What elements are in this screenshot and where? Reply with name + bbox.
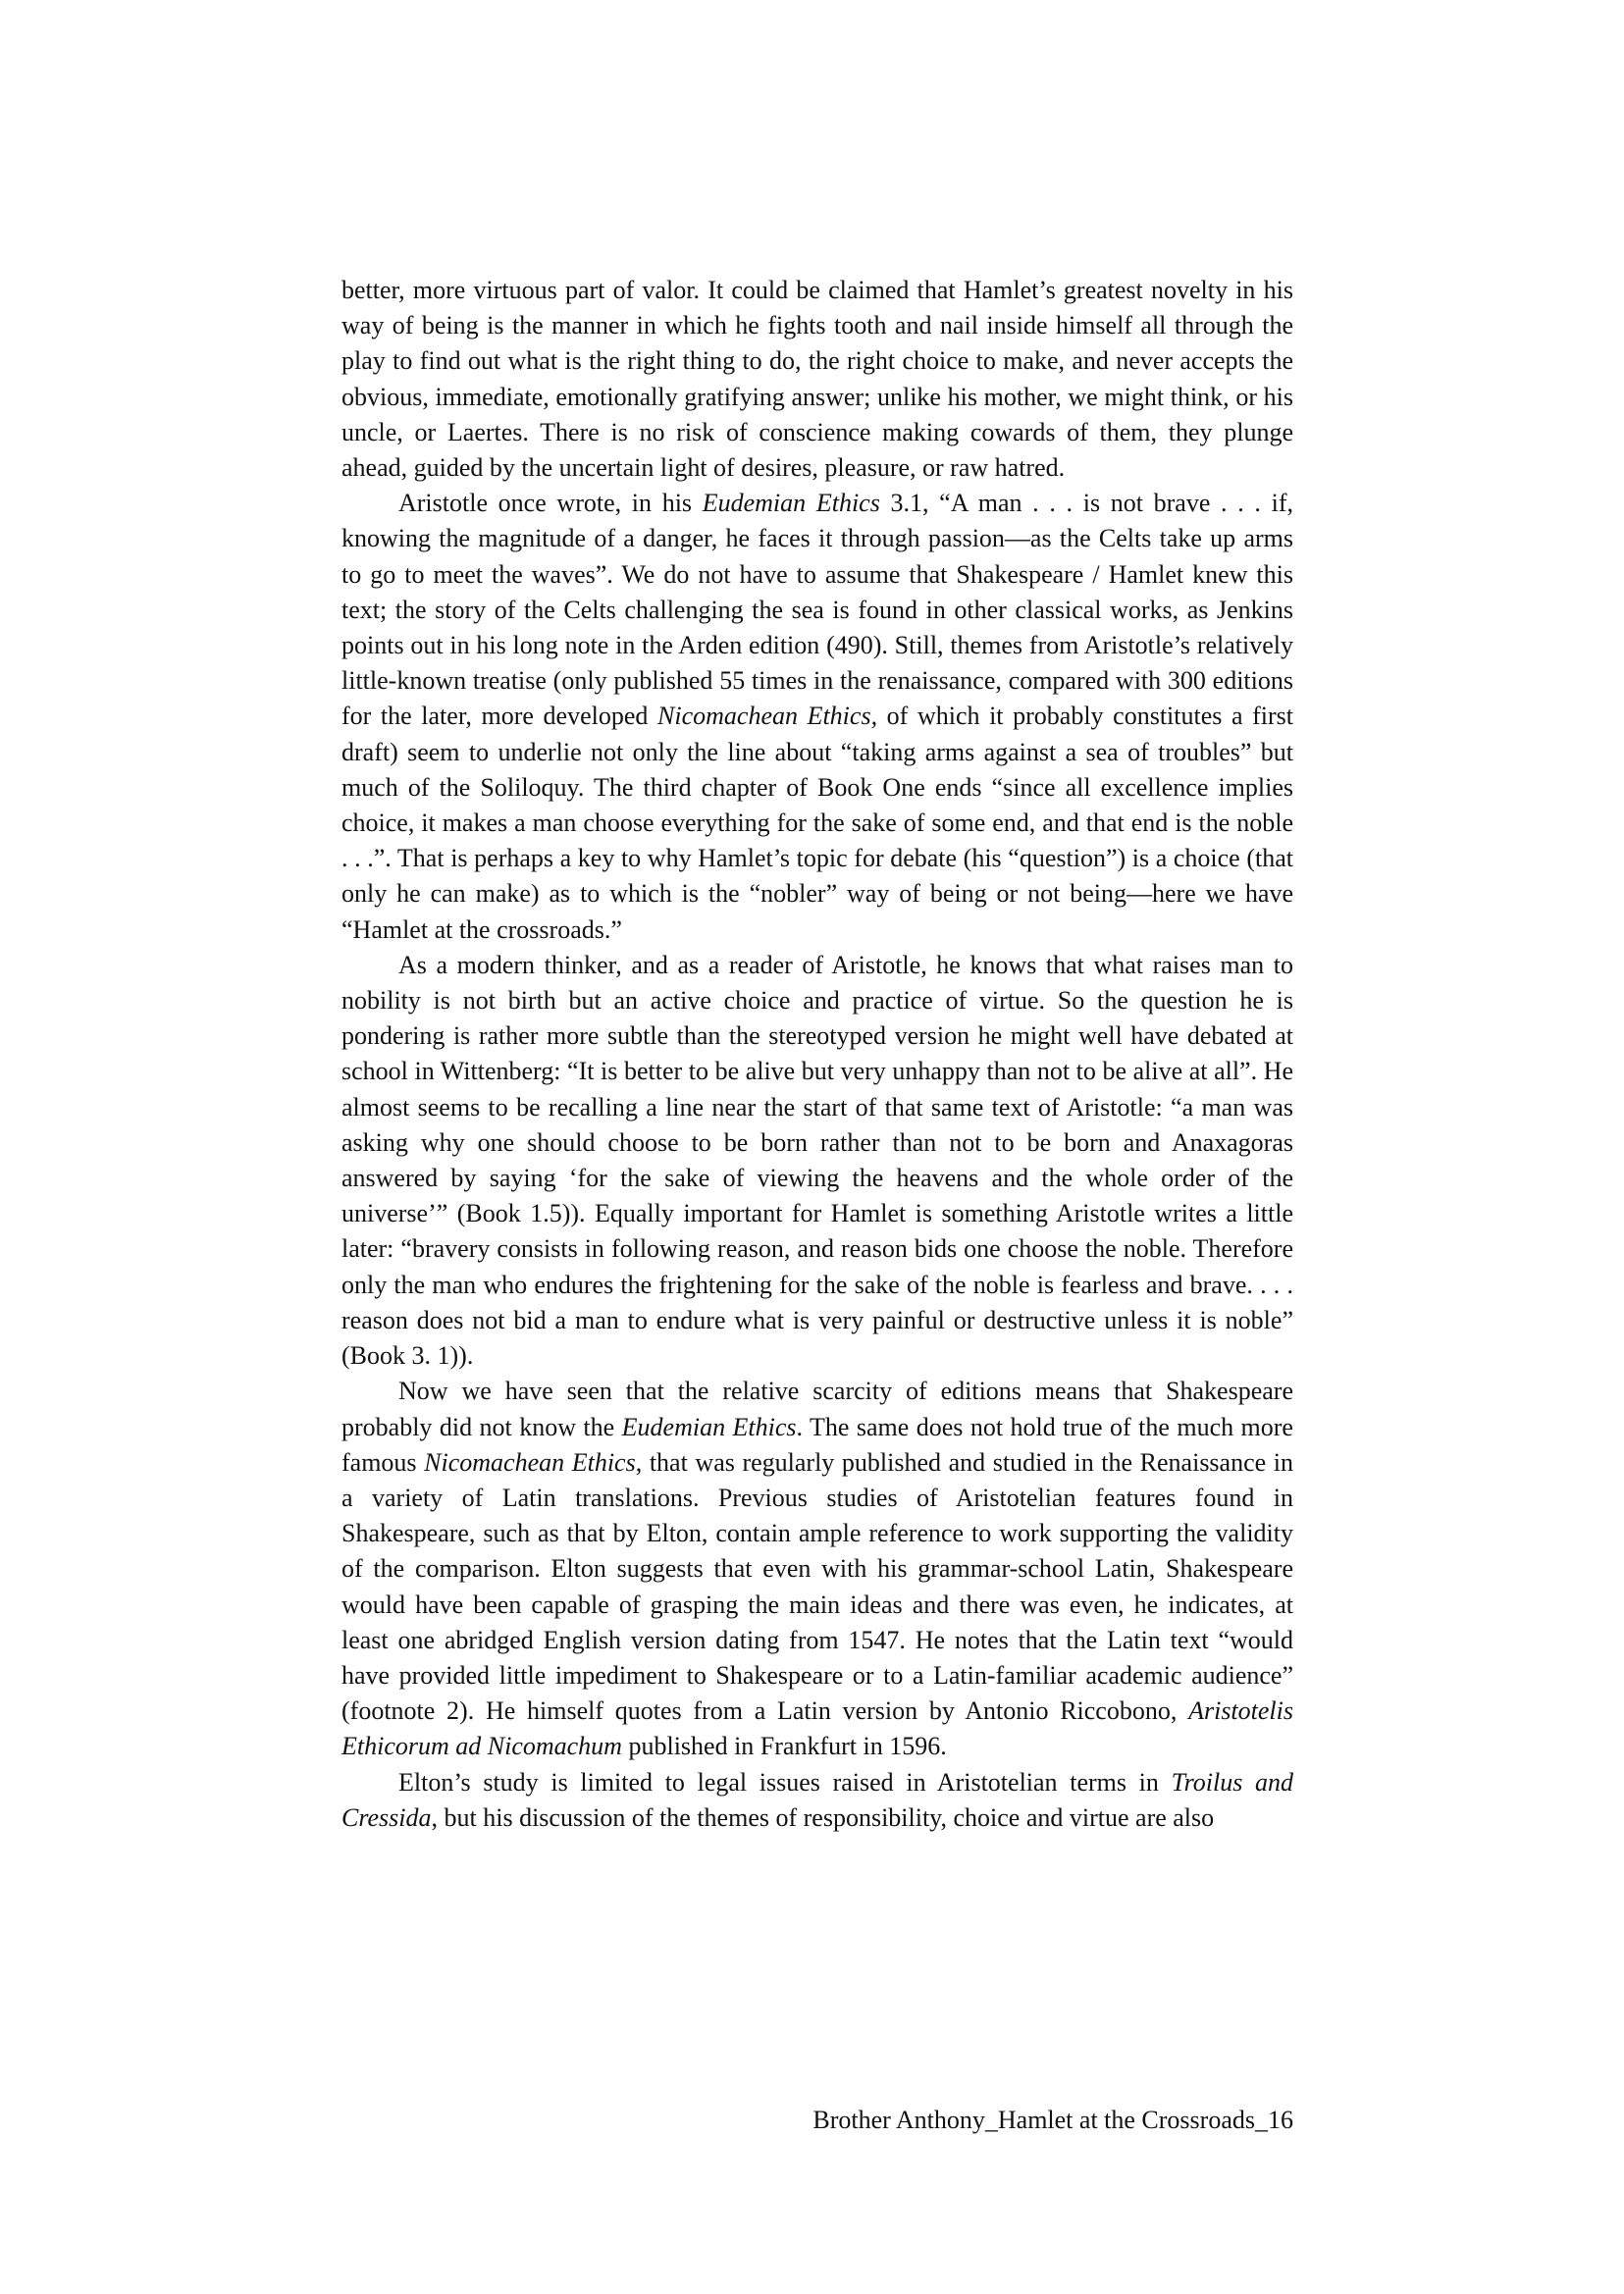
paragraph-4 <box>341 1374 1293 1764</box>
paragraph-2-text: 3.1, “A man . . . is not brave . . . if, knowing the magnitude of a danger, he faces it through passion—as the Celts take up arms to go to meet the waves”. We do not have to assume that Shakespeare / Hamlet knew this text; the story of the Celts challenging the sea is found in other classical works, as Jenkins points out in his long note in the Arden edition (490). Still, themes from Aristotle’s relatively little-known treatise (only published 55 times in the renaissance, compared with 300 editions for the later, more developed <box>341 489 1293 731</box>
paragraph-1 <box>341 273 1293 486</box>
paragraph-5-title-troilus: Troilus and Cressida <box>341 1767 1293 1832</box>
paragraph-3 <box>341 948 1293 1374</box>
paragraph-5-text: , but his discussion of the themes of responsibility, choice and virtue are also <box>431 1802 1215 1832</box>
paragraph-4-title-nicomachean: Nicomachean Ethics <box>424 1447 636 1477</box>
paragraph-4-text: Now we have seen that the relative scarcity of editions means that Shakespeare probably did not know the <box>341 1377 1293 1441</box>
paragraph-4-text: . The same does not hold true of the much more famous <box>341 1412 1293 1477</box>
paragraph-5-text: Elton’s study is limited to legal issues raised in Aristotelian terms in <box>398 1767 1172 1797</box>
page-footer: Brother Anthony_Hamlet at the Crossroads_16 <box>812 2106 1293 2134</box>
paragraph-4-text: published in Frankfurt in 1596. <box>621 1732 947 1761</box>
paragraph-4-text: , that was regularly published and studied in the Renaissance in a variety of Latin translations. Previous studies of Aristotelian features found in Shakespeare, such as that by Elton, contain ample reference to work supporting the validity of the comparison. Elton suggests that even with his grammar-school Latin, Shakespeare would have been capable of grasping the main ideas and there was even, he indicates, at least one abridged English version dating from 1547. He notes that the Latin text “would have provided little impediment to Shakespeare or to a Latin-familiar academic audience” (footnote 2). He himself quotes from a Latin version by Antonio Riccobono, <box>341 1447 1294 1726</box>
paragraph-2 <box>341 486 1293 948</box>
page-body <box>341 273 1293 1836</box>
paragraph-4-title-eudemian: Eudemian Ethics <box>621 1412 797 1441</box>
paragraph-2-text: Aristotle once wrote, in his <box>398 489 703 518</box>
paragraph-1-text: better, more virtuous part of valor. It could be claimed that Hamlet’s greatest novelty in his way of being is the manner in which he fights tooth and nail inside himself all through the play to find out what is the right thing to do, the right choice to make, and never accepts the obvious, immediate, emotionally gratifying answer; unlike his mother, we might think, or his uncle, or Laertes. There is no risk of conscience making cowards of them, they plunge ahead, guided by the uncertain light of desires, pleasure, or raw hatred. <box>341 276 1293 483</box>
paragraph-2-text: of which it probably constitutes a first draft) seem to underlie not only the line about “taking arms against a sea of troubles” but much of the Soliloquy. The third chapter of Book One ends “since all excellence implies choice, it makes a man choose everything for the sake of some end, and that end is the noble . . .”. That is perhaps a key to why Hamlet’s topic for debate (his “question”) is a choice (that only he can make) as to which is the “nobler” way of being or not being—here we have “Hamlet at the crossroads.” <box>341 702 1294 944</box>
paragraph-3-text: As a modern thinker, and as a reader of Aristotle, he knows that what raises man to nobility is not birth but an active choice and practice of virtue. So the question he is pondering is rather more subtle than the stereotyped version he might well have debated at school in Wittenberg: “It is better to be alive but very unhappy than not to be alive at all”. He almost seems to be recalling a line near the start of that same text of Aristotle: “a man was asking why one should choose to be born rather than not to be born and Anaxagoras answered by saying ‘for the sake of viewing the heavens and the whole order of the universe’” (Book 1.5)). Equally important for Hamlet is something Aristotle writes a little later: “bravery consists in following reason, and reason bids one choose the noble. Therefore only the man who endures the frightening for the sake of the noble is fearless and brave. . . . reason does not bid a man to endure what is very painful or destructive unless it is noble” (Book 3. 1)). <box>341 950 1293 1371</box>
paragraph-4-title-riccobono: Aristotelis Ethicorum ad Nicomachum <box>341 1696 1293 1761</box>
paragraph-2-title-nicomachean: Nicomachean Ethics, <box>657 702 878 731</box>
paragraph-5 <box>341 1765 1293 1836</box>
paragraph-2-title-eudemian: Eudemian Ethics <box>702 489 880 518</box>
